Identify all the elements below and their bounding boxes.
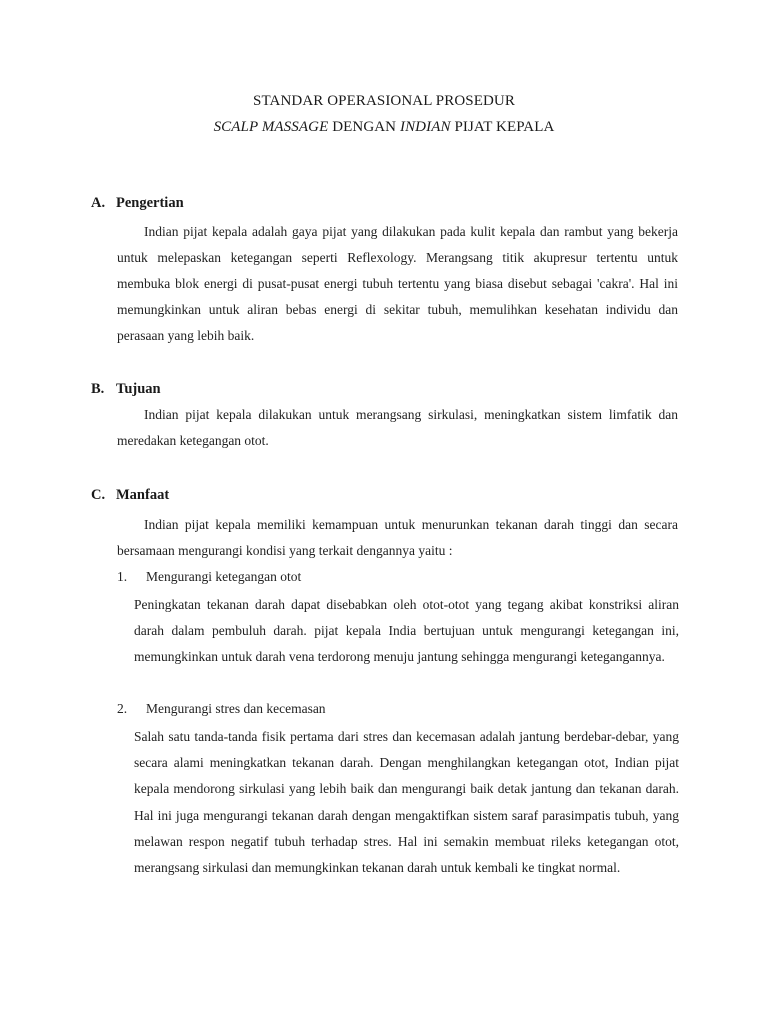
list-item-text-2: Salah satu tanda-tanda fisik pertama dari stres dan kecemasan adalah jantung berdebar-debar, yang secara alami meningkatkan tekanan darah. Dengan menghilangkan ketegangan otot, Indian pijat kepala mendorong sirkulasi yang lebih baik dan mengurangi baik detak jantung dan tekanan darah. Hal ini juga mengurangi tekanan darah dengan mengaktifkan sistem saraf parasimpatis tubuh, yang melawan respon negatif tubuh terhadap stres. Hal ini semakin membuat rileks ketegangan otot, merangsang sirkulasi dan memungkinkan tekanan darah untuk kembali ke tingkat normal. [134, 729, 679, 876]
subtitle-text-pijat: PIJAT KEPALA [450, 119, 555, 135]
section-heading-manfaat [91, 487, 169, 504]
list-item-text-1: Peningkatan tekanan darah dapat disebabkan oleh otot-otot yang tegang akibat konstriksi aliran darah dalam pembuluh darah. pijat kepala India bertujuan untuk mengurangi ketegangan ini, memungkinkan untuk darah vena terdorong menuju jantung sehingga mengurangi ketegangannya. [134, 597, 679, 665]
section-letter: C. [91, 487, 106, 503]
list-item-heading-2 [117, 701, 326, 717]
list-item-title: Mengurangi stres dan kecemasan [146, 701, 326, 716]
section-heading-tujuan [91, 381, 161, 398]
section-paragraph-pengertian: Indian pijat kepala adalah gaya pijat yang dilakukan pada kulit kepala dan rambut yang bekerja untuk melepaskan ketegangan seperti Reflexology. Merangsang titik akupresur tertentu untuk membuka blok energi di pusat-pusat energi tubuh tertentu yang biasa disebut sebagai 'cakra'. Hal ini memungkinkan untuk aliran bebas energi di sekitar tubuh, memulihkan kesehatan individu dan perasaan yang lebih baik. [117, 224, 678, 343]
document-subtitle [0, 119, 768, 136]
list-item-title: Mengurangi ketegangan otot [146, 569, 302, 584]
list-item-number: 1. [117, 569, 128, 584]
section-paragraph-tujuan: Indian pijat kepala dilakukan untuk merangsang sirkulasi, meningkatkan sistem limfatik dan meredakan ketegangan otot. [117, 407, 678, 448]
subtitle-text-dengan: DENGAN [328, 119, 400, 135]
subtitle-italic-scalp: SCALP MASSAGE [213, 119, 329, 135]
document-title: STANDAR OPERASIONAL PROSEDUR [253, 93, 515, 109]
subtitle-italic-indian: INDIAN [399, 119, 451, 135]
section-title: Manfaat [116, 487, 170, 503]
section-title: Tujuan [116, 381, 161, 397]
section-heading-pengertian [91, 195, 184, 212]
section-title: Pengertian [116, 195, 184, 211]
list-item-number: 2. [117, 701, 128, 716]
section-paragraph-manfaat: Indian pijat kepala memiliki kemampuan untuk menurunkan tekanan darah tinggi dan secara bersamaan mengurangi kondisi yang terkait dengannya yaitu : [117, 517, 678, 558]
list-item-heading-1 [117, 569, 301, 585]
section-letter: B. [91, 381, 105, 397]
section-letter: A. [91, 195, 106, 211]
